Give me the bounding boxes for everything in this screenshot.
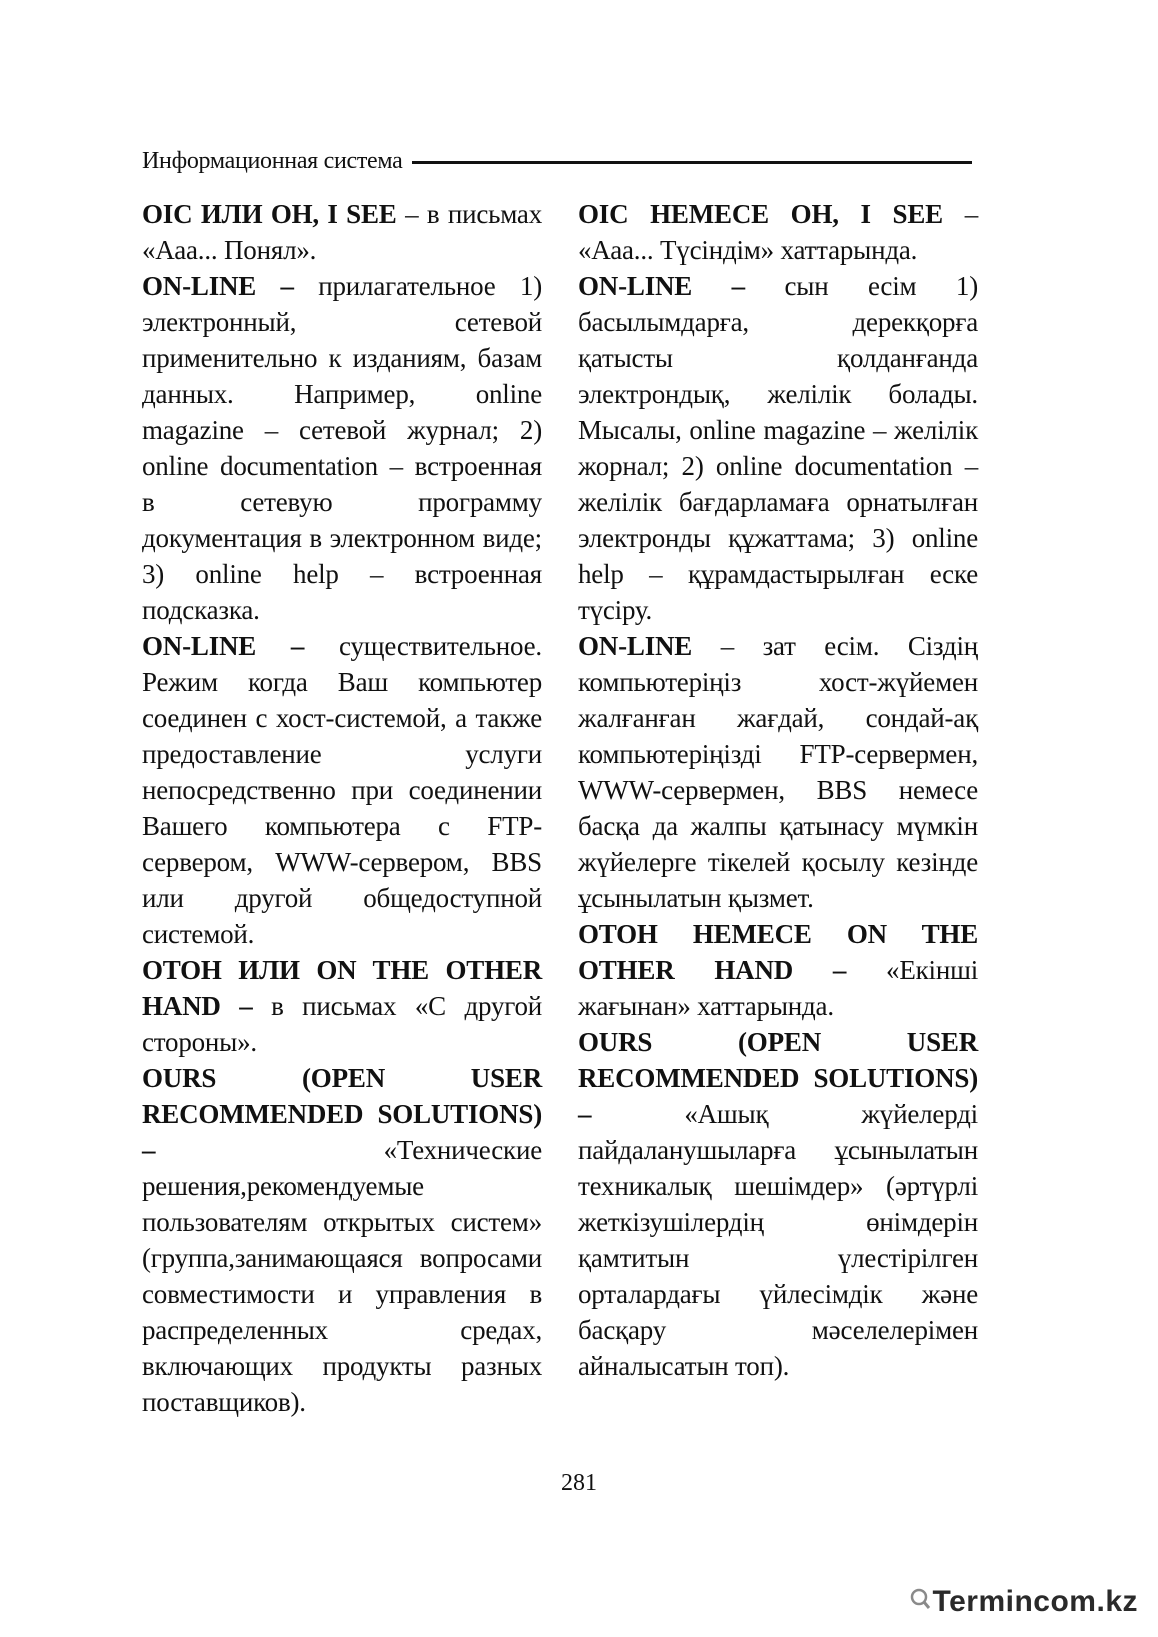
entry-definition: «Ааа... Түсіндім» хаттарында. <box>578 235 918 265</box>
entry-term: OURS (OPEN USER RECOMMENDED SOLUTIONS) – <box>578 1027 978 1129</box>
running-header <box>142 146 972 176</box>
dictionary-entry <box>578 1024 978 1384</box>
magnifier-icon <box>909 1583 933 1621</box>
right-column-kazakh <box>578 196 978 1384</box>
entry-term: ON-LINE – <box>142 631 305 661</box>
entry-term: OIC ИЛИ OH, I SEE <box>142 199 397 229</box>
entry-definition: «Технические решения,рекомендуемые пользователям открытых систем» (группа,занимающаяся вопросами совместимости и управления в распределенных средах, включающих продукты разных поставщиков). <box>142 1135 542 1417</box>
dictionary-entry <box>142 952 542 1060</box>
entry-definition: сын есім 1) басылымдарға, дерекқорға қатысты қолданғанда электрондық, желілік болады. Мысалы, online magazine – желілік жорнал; 2) online documentation – желілік бағдарламаға орнатылған электронды құжаттама; 3) online help – құрамдастырылған еске түсіру. <box>578 271 978 625</box>
dictionary-entry <box>578 916 978 1024</box>
entry-definition: прилагательное 1) электронный, сетевой применительно к изданиям, базам данных. Например, online magazine – сетевой журнал; 2) online documentation – встроенная в сетевую программу документация в электронном виде; 3) online help – встроенная подсказка. <box>142 271 542 625</box>
dictionary-entry <box>578 268 978 628</box>
dictionary-entry: OIC НЕМЕСЕ OH, I SEE – «Ааа... Түсіндім» хаттарында. <box>578 199 979 265</box>
dictionary-entry <box>142 628 542 952</box>
entry-term: ON-LINE – <box>142 271 294 301</box>
entry-term: OURS (OPEN USER RECOMMENDED SOLUTIONS) – <box>142 1063 542 1165</box>
dictionary-entry: ON-LINE – зат есім. Сіздің компьютеріңіз хост-жүйемен жалғанған жағдай, сондай-ақ компьютеріңізді FTP-сервермен, WWW-сервермен, BBS немесе басқа да жалпы қатынасу мүмкін жүйелерге тікелей қосылу кезінде ұсынылатын қызмет. <box>578 631 978 913</box>
entry-definition: «Ашық жүйелерді пайдаланушыларға ұсынылатын техникалық шешімдер» (әртүрлі жеткізушілердің өнімдерін қамтитын үлестірілген орталардағы үйлесімдік және басқару мәселелерімен айналысатын топ). <box>578 1099 978 1381</box>
dictionary-entry <box>142 268 542 628</box>
header-rule <box>412 161 972 164</box>
entry-term: ON-LINE <box>578 631 693 661</box>
entry-definition: в письмах «С другой стороны». <box>142 991 542 1057</box>
watermark-text: Termincom.kz <box>932 1585 1138 1618</box>
entry-term: OIC НЕМЕСЕ OH, I SEE <box>578 199 943 229</box>
entry-term: OTOH ИЛИ ON THE OTHER HAND – <box>142 955 542 1021</box>
entry-term: OTOH НЕМЕСЕ ON THE OTHER HAND – <box>578 919 978 985</box>
dictionary-entry: OIC ИЛИ OH, I SEE – в письмах «Ааа... Понял». <box>142 199 543 265</box>
entry-definition: «Екінші жағынан» хаттарында. <box>578 955 978 1021</box>
left-column-russian <box>142 196 542 1420</box>
entry-definition: существительное. Режим когда Ваш компьютер соединен с хост-системой, а также предоставление услуги непосредственно при соединении Вашего компьютера с FTP-сервером, WWW-сервером, BBS или другой общедоступной системой. <box>142 631 542 949</box>
dictionary-entry <box>142 1060 542 1420</box>
entry-definition: зат есім. Сіздің компьютеріңіз хост-жүйемен жалғанған жағдай, сондай-ақ компьютеріңізді FTP-сервермен, WWW-сервермен, BBS немесе басқа да жалпы қатынасу мүмкін жүйелерге тікелей қосылу кезінде ұсынылатын қызмет. <box>578 631 978 913</box>
running-header-title: Информационная система <box>142 147 403 174</box>
entry-definition: в письмах «Ааа... Понял». <box>142 199 543 265</box>
site-watermark <box>909 1582 1139 1622</box>
entry-term: ON-LINE – <box>578 271 745 301</box>
page-number: 281 <box>561 1470 597 1496</box>
